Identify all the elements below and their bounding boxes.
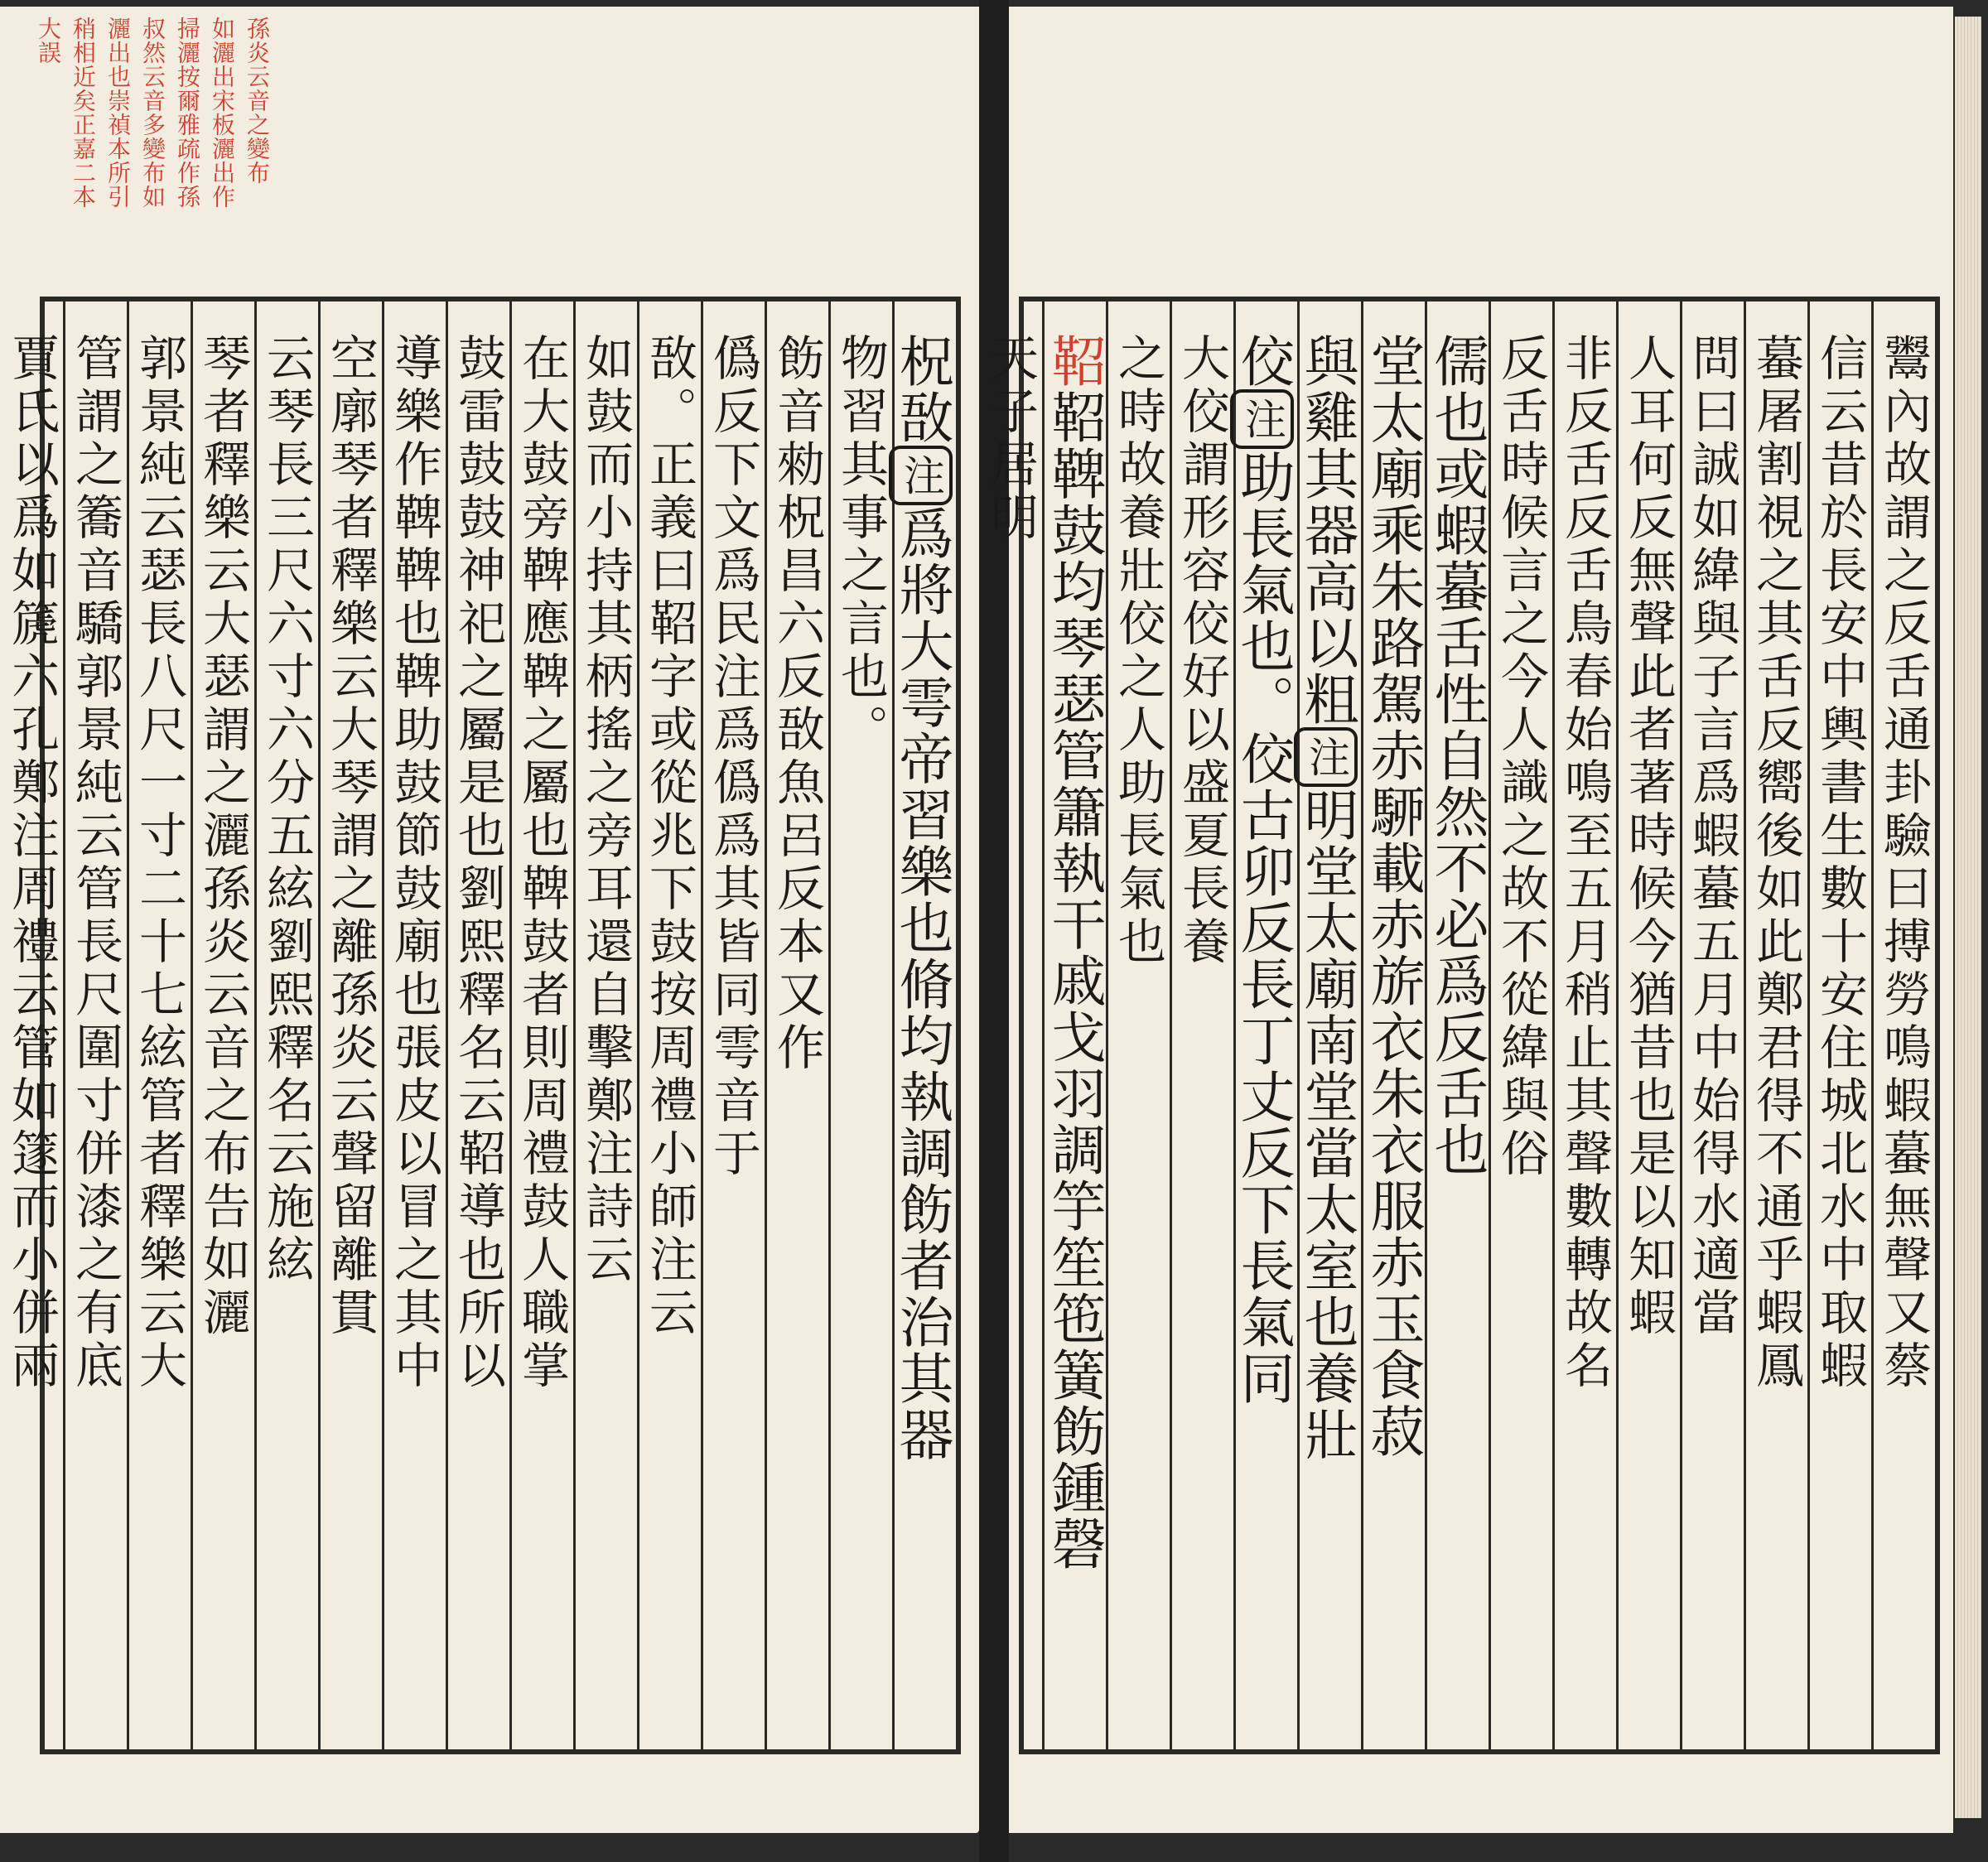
text-column: 如鼓而小持其柄搖之旁耳還自擊鄭注詩云 [573, 301, 637, 1749]
colophon-line: 掃灑按爾雅疏作孫 [174, 17, 201, 209]
page-edges [1955, 17, 1981, 1818]
colophon-line: 稍相近矣正嘉二本 [70, 17, 97, 209]
column-text: 助長氣也。佼古卯反長丁丈反下長氣同 [1231, 449, 1295, 1406]
colophon-line: 孫炎云音之變布 [244, 17, 271, 185]
text-column: 郭景純云瑟長八尺一寸二十七絃管者釋樂云大 [127, 301, 191, 1749]
colophon-line: 叔然云音多變布如 [139, 17, 166, 209]
text-column: 在大鼓旁鞞應鞞之屬也鞞鼓者則周禮鼓人職掌 [509, 301, 573, 1749]
text-column-red-headword [1042, 301, 1106, 1749]
text-column: 問曰誠如緯與子言爲蝦蟇五月中始得水適當 [1680, 301, 1744, 1749]
column-text: 與雞其器高以粗 [1295, 333, 1358, 727]
text-column: 敔。正義曰鞀字或從兆下鼓按周禮小師注云 [637, 301, 701, 1749]
headword: 柷敔 [890, 333, 953, 446]
text-column: 導樂作鞞鞞也鞞助鼓節鼓廟也張皮以冒之其中 [382, 301, 446, 1749]
text-column: 鬻內故謂之反舌通卦驗曰搏勞鳴蝦蟇無聲又蔡 [1871, 301, 1935, 1749]
text-column-headword [892, 301, 956, 1749]
text-column [1489, 301, 1552, 1749]
text-column: 鼓雷鼓鼓神祀之屬是也劉熙釋名云鞀導也所以 [446, 301, 509, 1749]
colophon-line: 如灑出宋板灑出作 [209, 17, 236, 209]
red-colophon-note [33, 17, 272, 209]
left-text-block [3, 297, 961, 1754]
text-column: 云琴長三尺六寸六分五絃劉熙釋名云施絃 [254, 301, 318, 1749]
text-column: 蟇屠割視之其舌反嚮後如此鄭君得不通乎蝦鳳 [1744, 301, 1807, 1749]
red-char: 鞀 [1042, 333, 1106, 389]
text-column: 堂太廟乘朱路駕赤駵載赤旂衣朱衣服赤玉食菽 [1361, 301, 1425, 1749]
right-page [982, 7, 1953, 1833]
text-column [1425, 301, 1489, 1749]
text-column: 信云昔於長安中輿書生數十安住城北水中取蝦 [1807, 301, 1871, 1749]
text-column: 琴者釋樂云大瑟謂之灑孫炎云音之布告如灑 [191, 301, 254, 1749]
text-column: 管謂之簥音驕郭景純云管長尺圍寸併漆之有底 [63, 301, 127, 1749]
column-text: 反舌時候言之今人識之故不從緯與俗 [1493, 333, 1549, 1181]
colophon-line: 大誤 [35, 17, 62, 65]
column-text: 佼 [1231, 333, 1295, 389]
text-column: 空廓琴者釋樂云大琴謂之離孫炎云聲留離貫 [318, 301, 382, 1749]
column-text: 天子居明 [982, 333, 1039, 545]
text-column [1106, 301, 1170, 1749]
text-column: 賈氏以爲如篪六孔鄭注周禮云管如篴而小併兩 [3, 333, 60, 1393]
annotation-tag: 注 [1294, 727, 1358, 787]
left-page [0, 7, 979, 1833]
text-column: 非反舌反舌鳥春始鳴至五月稍止其聲數轉故名 [1552, 301, 1616, 1749]
text-column: 僞反下文爲民注爲僞爲其皆同雩音于 [701, 301, 765, 1749]
column-text: 明堂太廟南堂當太室也養壯 [1295, 787, 1358, 1463]
text-column: 人耳何反無聲此者著時候今猶昔也是以知蝦 [1616, 301, 1680, 1749]
column-text: 爲將大雩帝習樂也脩均執調飭者治其器 [890, 505, 953, 1463]
column-text: 儒也或蝦蟇舌性自然不必爲反舌也 [1425, 333, 1489, 1178]
column-text: 鞀鞞鼓均琴瑟管簫執干戚戈羽調竽笙竾簧飭鍾磬 [1042, 389, 1106, 1572]
annotation-tag: 注 [1230, 389, 1294, 449]
text-column [1297, 301, 1361, 1749]
column-text: 大佼謂形容佼好以盛夏長養 [1174, 333, 1230, 969]
text-column [1170, 301, 1233, 1749]
text-column [1233, 301, 1297, 1749]
annotation-tag: 注 [889, 446, 953, 505]
right-text-block [982, 297, 1940, 1754]
text-column: 物習其事之言也。 [828, 301, 892, 1749]
text-column [978, 301, 1042, 1749]
text-column: 飭音勑柷昌六反敔魚呂反本又作 [765, 301, 828, 1749]
column-text: 之時故養壯佼之人助長氣也 [1110, 333, 1166, 969]
colophon-line: 灑出也崇禎本所引 [104, 17, 132, 209]
